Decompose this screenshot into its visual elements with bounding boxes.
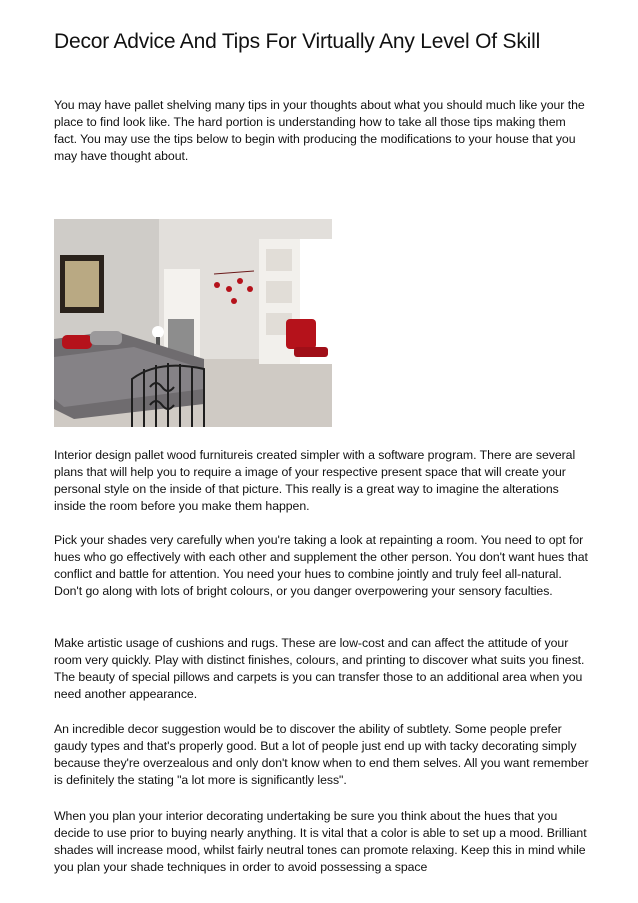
wall-ornament	[247, 286, 253, 292]
red-ottoman	[294, 347, 328, 357]
picture-art	[65, 261, 99, 307]
paragraph-cushions: Make artistic usage of cushions and rugs. These are low-cost and can affect the attitude of your room very quickly. Play with distinct finishes, colours, and printing to discover what suits you finest. The beauty of special pillows and carpets is you can transfer those to an additional area when you need another appearance.	[54, 636, 585, 701]
paragraph-intro: You may have pallet shelving many tips in your thoughts about what you should much like your the place to find look like. The hard portion is understanding how to take all those tips making them fact. You may use the tips below to begin with producing the modifications to your house that you may have thought about.	[54, 98, 585, 163]
paragraph-subtlety: An incredible decor suggestion would be to discover the ability of subtlety. Some people prefer gaudy types and that's properly good. But a lot of people just end up with tacky decorating simply because they're overzealous and only don't know when to end them selves. All you want remember is definitely the stating "a lot more is significantly less".	[54, 722, 589, 787]
lamp-shade	[152, 326, 164, 338]
red-pillow	[62, 335, 92, 349]
wall-ornament	[237, 278, 243, 284]
red-armchair	[286, 319, 316, 349]
grey-pillow	[90, 331, 122, 345]
paragraph-hues: When you plan your interior decorating undertaking be sure you think about the hues that you decide to use prior to buying nearly anything. It is vital that a color is able to set up a mood. Brilliant shades will increase mood, whilst fairly neutral tones can promote relaxing. Keep this in mind while you plan your shade techniques in order to avoid possessing a space	[54, 809, 587, 874]
wall-ornament	[226, 286, 232, 292]
page-title: Decor Advice And Tips For Virtually Any Level Of Skill	[54, 30, 541, 53]
wall-ornament	[214, 282, 220, 288]
paragraph-shades: Pick your shades very carefully when you're taking a look at repainting a room. You need to opt for hues who go effectively with each other and supplement the other person. You don't want hues that conflict and battle for attention. You need your hues to combine jointly and truly feel all-natural. Don't go along with lots of bright colours, or you danger overpowering your sensory faculties.	[54, 533, 588, 598]
wall-ornament	[231, 298, 237, 304]
bedroom-photo	[54, 219, 332, 427]
paragraph-software: Interior design pallet wood furnitureis created simpler with a software program. There are several plans that will help you to require a image of your respective present space that will create your personal style on the inside of that picture. This really is a great way to imagine the alterations inside the room before you make them happen.	[54, 448, 576, 513]
